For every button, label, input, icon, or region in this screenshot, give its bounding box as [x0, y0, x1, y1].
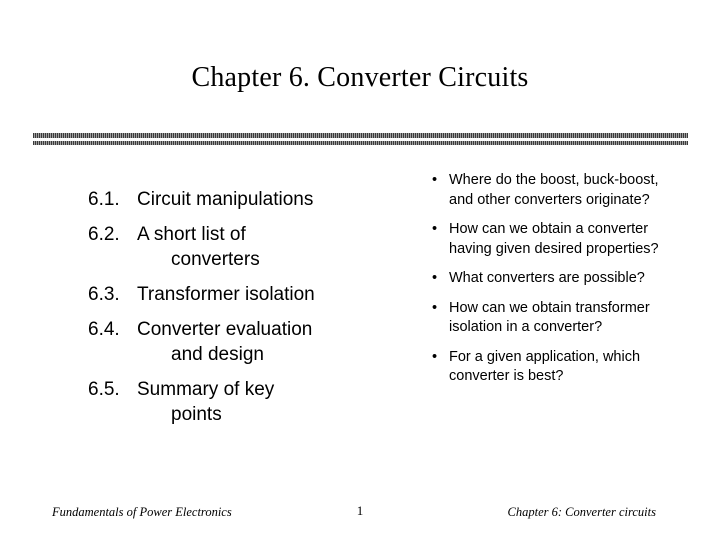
question-item: [432, 348, 682, 387]
section-number: 6.1.: [88, 189, 120, 210]
question-text: Where do the boost, buck-boost, and other converters originate?: [449, 172, 659, 208]
page-number: 1: [356, 503, 364, 518]
bullet-icon: •: [432, 299, 438, 316]
question-item: [432, 220, 682, 259]
section-number: 6.5.: [88, 379, 120, 400]
section-list: [88, 187, 358, 437]
section-item: [88, 282, 358, 307]
bullet-icon: •: [432, 270, 438, 286]
question-text: How can we obtain a converter having given desired properties?: [449, 221, 659, 257]
question-text: How can we obtain transformer isolation in a converter?: [449, 299, 650, 335]
bullet-icon: •: [432, 172, 438, 188]
section-title: Circuit manipulations: [137, 189, 314, 210]
section-item: [88, 377, 358, 427]
question-item: [432, 299, 682, 338]
section-title: Converter evaluation: [137, 319, 313, 340]
footer-book-title: Fundamentals of Power Electronics: [52, 505, 232, 519]
question-item: [432, 269, 682, 289]
slide-title: Chapter 6. Converter Circuits: [191, 62, 529, 93]
bullet-icon: •: [432, 348, 438, 365]
question-text: What converters are possible?: [449, 270, 645, 286]
question-text: For a given application, which converter is best?: [449, 348, 641, 384]
section-title-continued: converters: [171, 249, 260, 270]
footer-chapter-title: Chapter 6: Converter circuits: [507, 505, 656, 519]
section-title: Transformer isolation: [137, 284, 315, 305]
section-item: [88, 187, 358, 212]
section-number: 6.3.: [88, 284, 120, 305]
section-title-continued: points: [171, 404, 222, 425]
section-title: Summary of key: [137, 379, 275, 400]
title-divider-bottom: [33, 141, 688, 145]
section-number: 6.2.: [88, 224, 120, 245]
section-title: A short list of: [137, 224, 246, 245]
section-title-continued: and design: [171, 344, 264, 365]
title-divider-top: [33, 133, 688, 138]
section-item: [88, 317, 358, 367]
question-list: [432, 171, 682, 397]
bullet-icon: •: [432, 221, 438, 237]
section-number: 6.4.: [88, 319, 120, 340]
section-item: [88, 222, 358, 272]
question-item: [432, 171, 682, 210]
